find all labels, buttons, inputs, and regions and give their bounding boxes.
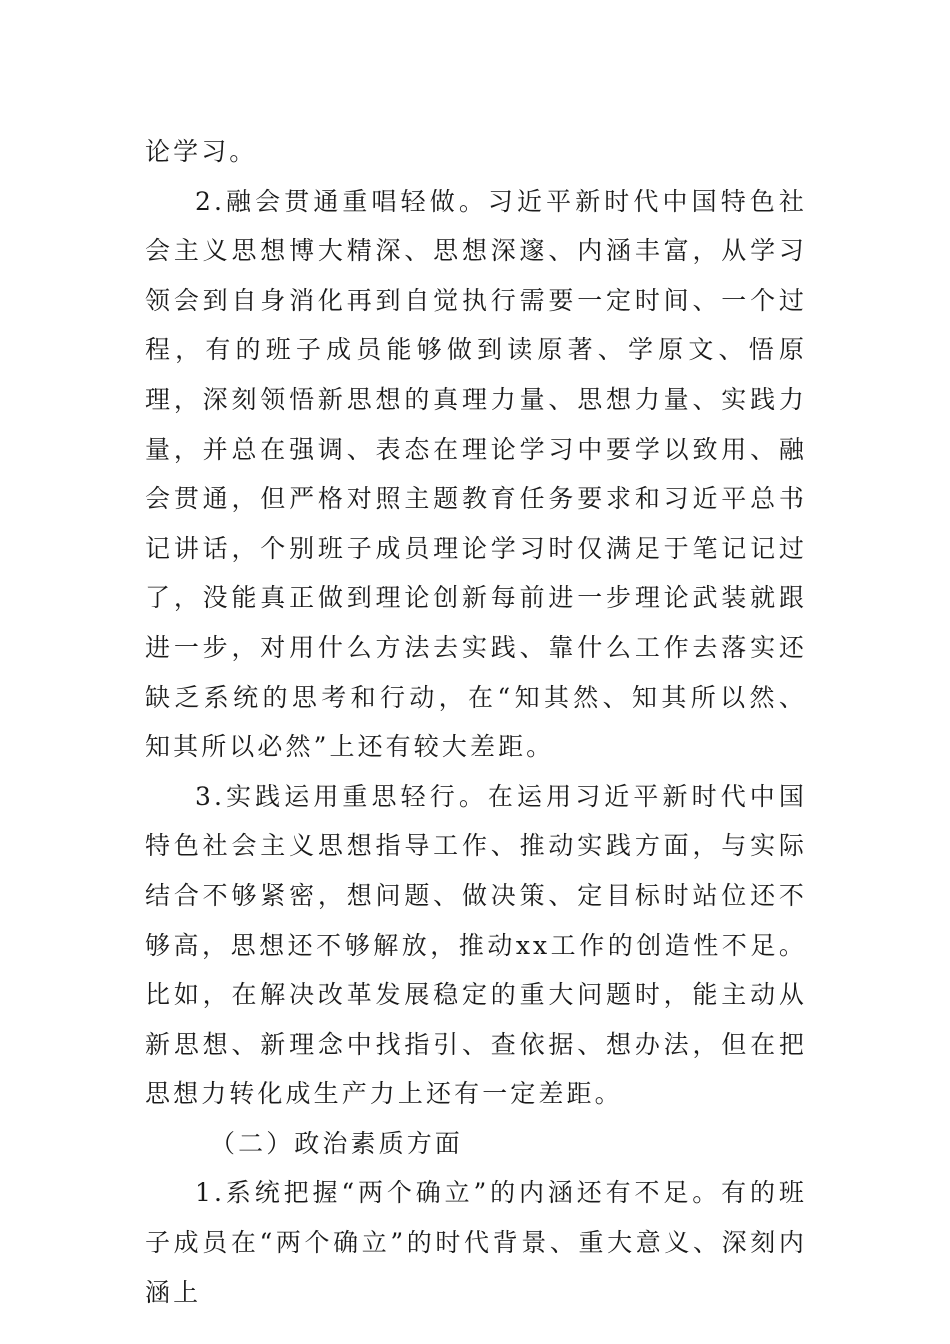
paragraph-item-3-practice: 3.实践运用重思轻行。在运用习近平新时代中国特色社会主义思想指导工作、推动实践方面，与实际结合不够紧密，想问题、做决策、定目标时站位还不够高，思想还不够解放，推动xx工作的创造性不足。比如，在解决改革发展稳定的重大问题时，能主动从新思想、新理念中找指引、查依据、想办法，但在把思想力转化成生产力上还有一定差距。	[145, 781, 807, 1109]
document-body	[145, 127, 807, 1317]
paragraph-item-2-integration: 2.融会贯通重唱轻做。习近平新时代中国特色社会主义思想博大精深、思想深邃、内涵丰富，从学习领会到自身消化再到自觉执行需要一定时间、一个过程，有的班子成员能够做到读原著、学原文、悟原理，深刻领悟新思想的真理力量、思想力量、实践力量，并总在强调、表态在理论学习中要学以致用、融会贯通，但严格对照主题教育任务要求和习近平总书记讲话，个别班子成员理论学习时仅满足于笔记记过了，没能真正做到理论创新每前进一步理论武装就跟进一步，对用什么方法去实践、靠什么工作去落实还缺乏系统的思考和行动，在“知其然、知其所以然、知其所以必然”上还有较大差距。	[145, 186, 807, 762]
paragraph-item-1-two-establishments: 1.系统把握“两个确立”的内涵还有不足。有的班子成员在“两个确立”的时代背景、重大意义、深刻内涵上	[145, 1178, 807, 1307]
paragraph-continuation: 论学习。	[145, 137, 258, 166]
section-heading-political-quality: （二）政治素质方面	[210, 1128, 463, 1158]
